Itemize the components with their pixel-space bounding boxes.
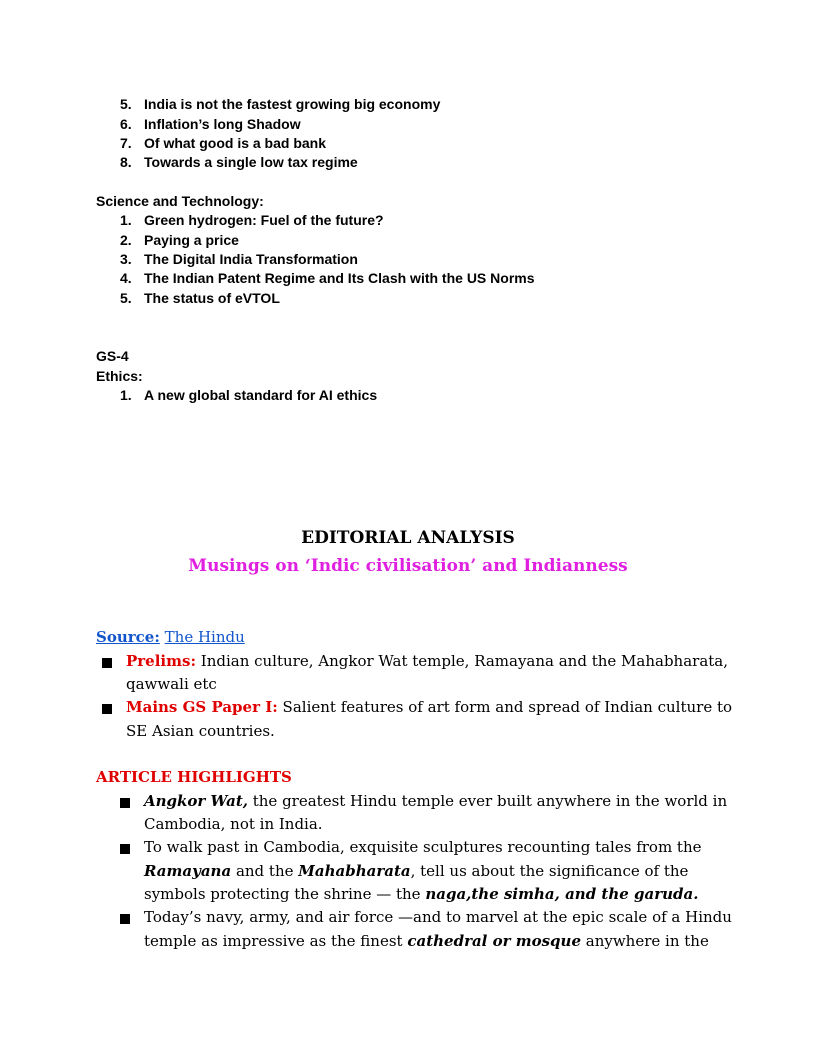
highlight-item: Today’s navy, army, and air force —and to marvel at the epic scale of a Hindu: [144, 908, 732, 926]
prelims-line-cont: qawwali etc: [126, 675, 217, 693]
list-item: 5. The status of eVTOL: [120, 290, 280, 306]
editorial-heading: EDITORIAL ANALYSIS: [301, 528, 515, 548]
highlight-item-cont: symbols protecting the shrine — the naga,the simha, and the garuda.: [144, 885, 699, 903]
prelims-line: Prelims: Indian culture, Angkor Wat temple, Ramayana and the Mahabharata,: [126, 652, 729, 670]
science-heading: Science and Technology:: [96, 193, 264, 209]
list-item: 7. Of what good is a bad bank: [120, 135, 327, 151]
highlight-item-cont: Ramayana and the Mahabharata, tell us about the significance of the: [144, 862, 689, 880]
bullet-icon: [102, 658, 112, 668]
list-item: 5. India is not the fastest growing big economy: [120, 96, 441, 112]
highlight-item: To walk past in Cambodia, exquisite sculptures recounting tales from the: [144, 838, 702, 856]
bullet-icon: [120, 844, 130, 854]
highlight-item: Angkor Wat, the greatest Hindu temple ever built anywhere in the world in: [144, 792, 728, 810]
mains-label: Mains GS Paper I:: [126, 698, 278, 716]
mains-line: Mains GS Paper I: Salient features of art form and spread of Indian culture to: [126, 698, 733, 716]
list-item: 2. Paying a price: [120, 232, 239, 248]
list-item: 8. Towards a single low tax regime: [120, 154, 358, 170]
highlight-item-cont: Cambodia, not in India.: [144, 815, 323, 833]
ethics-heading: Ethics:: [96, 368, 143, 384]
list-item: 1. Green hydrogen: Fuel of the future?: [120, 212, 384, 228]
bullet-icon: [102, 704, 112, 714]
gs4-heading: GS-4: [96, 348, 129, 364]
highlights-heading: ARTICLE HIGHLIGHTS: [96, 768, 292, 786]
mains-line-cont: SE Asian countries.: [126, 722, 275, 740]
bullet-icon: [120, 798, 130, 808]
prelims-label: Prelims:: [126, 652, 196, 670]
bullet-icon: [120, 914, 130, 924]
source-link[interactable]: The Hindu: [164, 628, 245, 646]
source-line: [96, 628, 245, 646]
list-item: 6. Inflation’s long Shadow: [120, 116, 301, 132]
editorial-title: Musings on ‘Indic civilisation’ and Indianness: [188, 556, 628, 576]
source-label: Source:: [96, 628, 160, 646]
highlight-item-cont: temple as impressive as the finest cathedral or mosque anywhere in the: [144, 932, 709, 950]
list-item: 3. The Digital India Transformation: [120, 251, 358, 267]
list-item: 4. The Indian Patent Regime and Its Clash with the US Norms: [120, 270, 535, 286]
list-item: 1. A new global standard for AI ethics: [120, 387, 378, 403]
